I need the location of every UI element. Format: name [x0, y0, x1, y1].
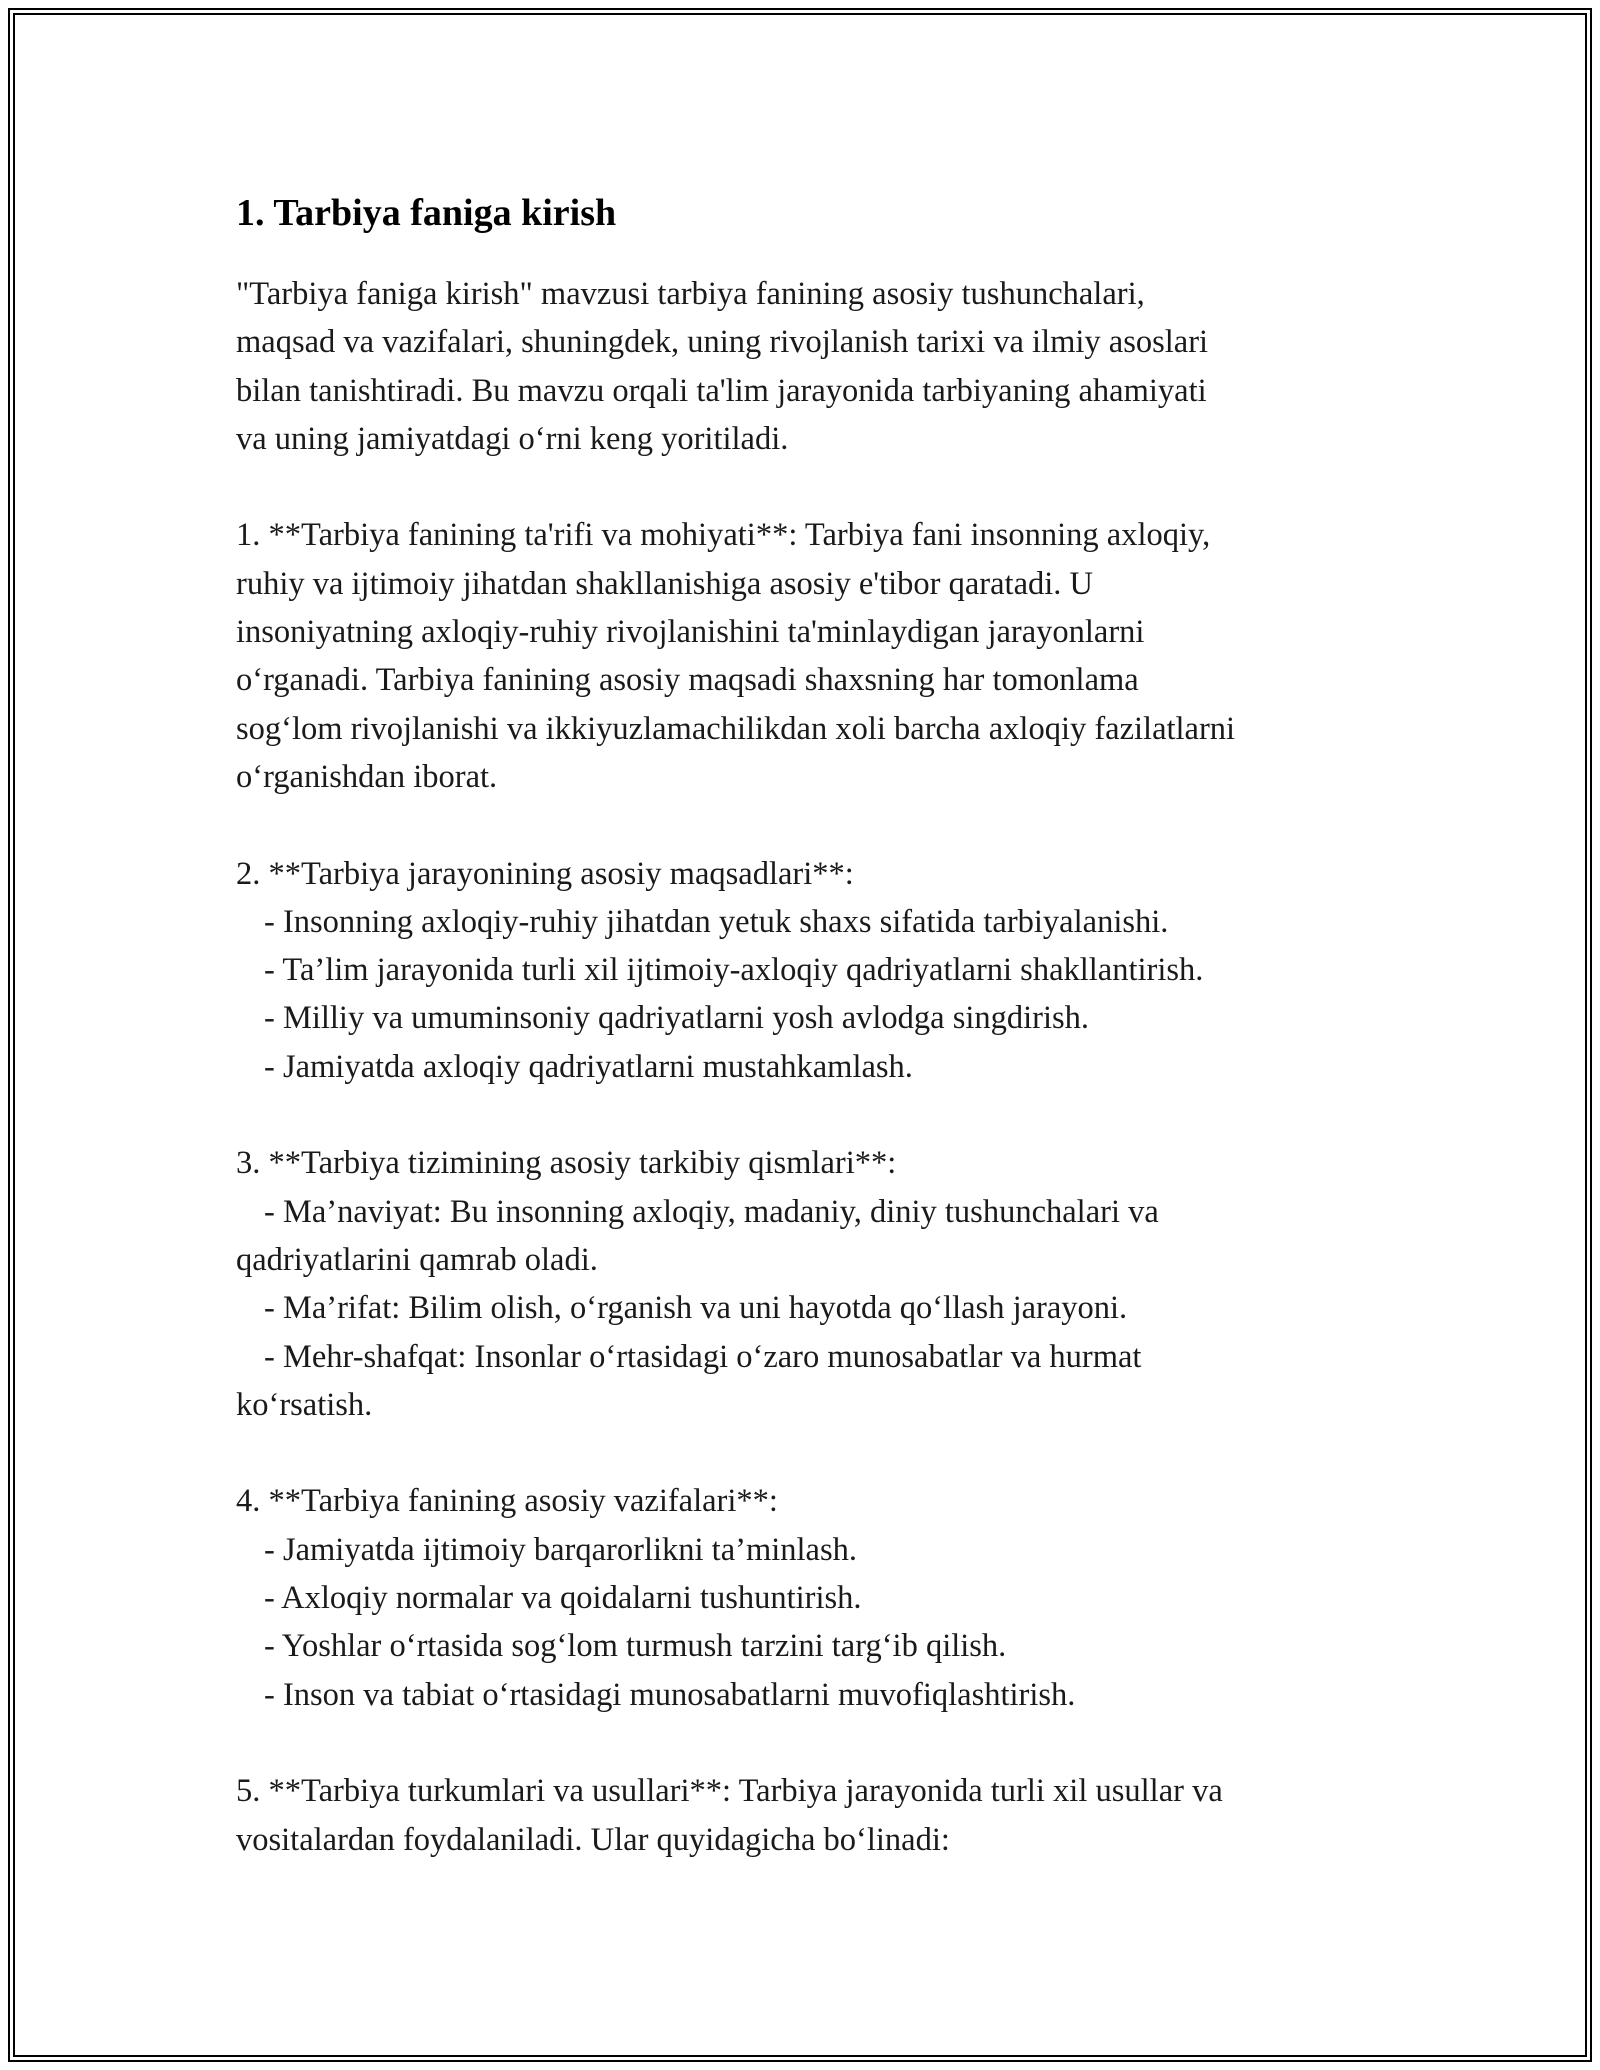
paragraph-gap	[236, 1429, 1386, 1477]
list-item: - Yoshlar o‘rtasida sog‘lom turmush tarzini targ‘ib qilish.	[264, 1628, 1007, 1665]
paragraph-gap	[236, 463, 1386, 511]
paragraph-gap	[236, 1719, 1386, 1767]
list-item: - Mehr-shafqat: Insonlar o‘rtasidagi o‘zaro munosabatlar va hurmat	[264, 1338, 1142, 1375]
list-item-continuation: qadriyatlarini qamrab oladi.	[236, 1241, 598, 1278]
list-item-continuation: ko‘rsatish.	[236, 1386, 373, 1423]
list-item: - Inson va tabiat o‘rtasidagi munosabatlarni muvofiqlashtirish.	[264, 1676, 1076, 1713]
section-5-paragraph: 5. **Tarbiya turkumlari va usullari**: Tarbiya jarayonida turli xil usullar va vositalardan foydalaniladi. Ular quyidagicha bo‘linadi:	[236, 1773, 1223, 1858]
paragraph-gap	[236, 801, 1386, 849]
list-item: - Ma’rifat: Bilim olish, o‘rganish va uni hayotda qo‘llash jarayoni.	[264, 1290, 1128, 1327]
list-item: - Insonning axloqiy-ruhiy jihatdan yetuk shaxs sifatida tarbiyalanishi.	[264, 903, 1169, 940]
list-item: - Jamiyatda axloqiy qadriyatlarni mustahkamlash.	[264, 1048, 913, 1085]
document-body	[236, 186, 1386, 1864]
section-4-heading: 4. **Tarbiya fanining asosiy vazifalari**:	[236, 1483, 778, 1520]
intro-paragraph: "Tarbiya faniga kirish" mavzusi tarbiya fanining asosiy tushunchalari, maqsad va vazifalari, shuningdek, uning rivojlanish tarixi va ilmiy asoslari bilan tanishtiradi. Bu mavzu orqali ta'lim jarayonida tarbiyaning ahamiyati va uning jamiyatdagi o‘rni keng yoritiladi.	[236, 276, 1209, 457]
list-item: - Axloqiy normalar va qoidalarni tushuntirish.	[264, 1580, 862, 1617]
section-3-heading: 3. **Tarbiya tizimining asosiy tarkibiy qismlari**:	[236, 1145, 897, 1182]
list-item: - Ma’naviyat: Bu insonning axloqiy, madaniy, diniy tushunchalari va	[264, 1193, 1159, 1230]
section-1-paragraph: 1. **Tarbiya fanining ta'rifi va mohiyati**: Tarbiya fani insonning axloqiy, ruhiy va ijtimoiy jihatdan shakllanishiga asosiy e'tibor qaratadi. U insoniyatning axloqiy-ruhiy rivojlanishini ta'minlaydigan jarayonlarni o‘rganadi. Tarbiya fanining asosiy maqsadi shaxsning har tomonlama sog‘lom rivojlanishi va ikkiyuzlamachilikdan xoli barcha axloqiy fazilatlarni o‘rganishdan iborat.	[236, 517, 1236, 795]
document-title: 1. Tarbiya faniga kirish	[236, 192, 617, 234]
list-item: - Milliy va umuminsoniy qadriyatlarni yosh avlodga singdirish.	[264, 1000, 1090, 1037]
paragraph-gap	[236, 1091, 1386, 1139]
list-item: - Ta’lim jarayonida turli xil ijtimoiy-axloqiy qadriyatlarni shakllantirish.	[264, 952, 1204, 989]
list-item: - Jamiyatda ijtimoiy barqarorlikni ta’minlash.	[264, 1531, 857, 1568]
section-2-heading: 2. **Tarbiya jarayonining asosiy maqsadlari**:	[236, 855, 854, 892]
